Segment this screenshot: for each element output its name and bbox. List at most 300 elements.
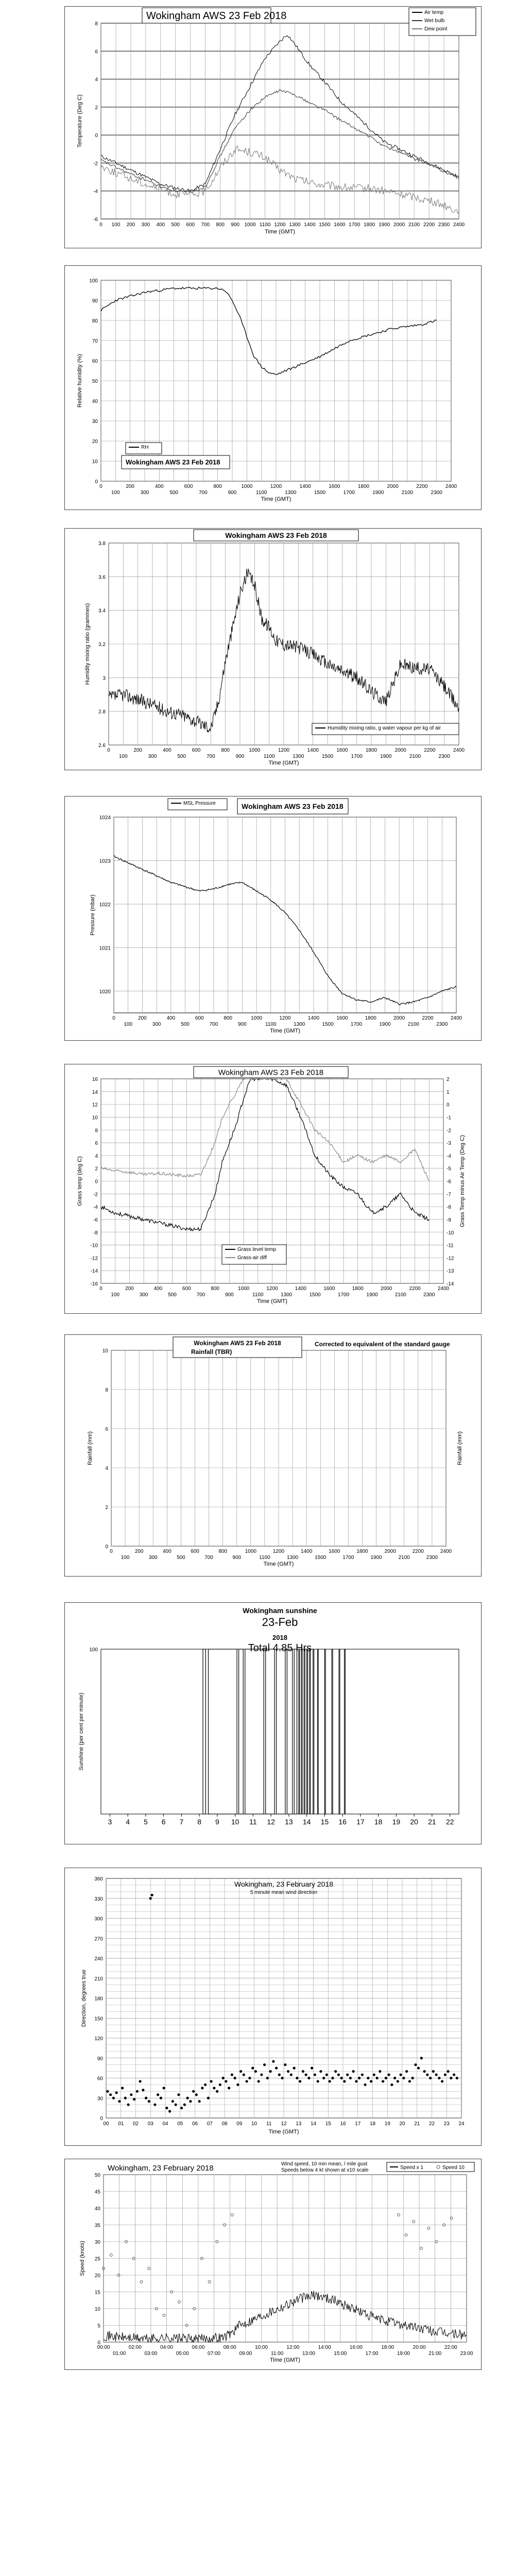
direction-point — [109, 2093, 112, 2096]
x-tick-label: 2200 — [409, 1286, 421, 1292]
y-tick-label-right: -4 — [447, 1153, 451, 1159]
x-tick-label: 2000 — [394, 748, 406, 753]
x-tick-label: 1700 — [343, 490, 355, 496]
x-tick-label: 02 — [132, 2121, 139, 2127]
y-tick-label: -6 — [93, 217, 98, 223]
x-tick-label: 1800 — [365, 748, 377, 753]
x-tick-label: 300 — [152, 1022, 161, 1027]
x-tick-label: 24 — [458, 2121, 465, 2127]
x-tick-label: 600 — [191, 1549, 199, 1554]
direction-point — [441, 2080, 443, 2082]
x-tick-label: 0 — [110, 1549, 113, 1554]
x-tick-label: 08:00 — [223, 2345, 236, 2350]
direction-point — [160, 2097, 162, 2099]
direction-point — [163, 2087, 165, 2089]
y-tick-label: 0 — [100, 2116, 103, 2122]
x-tick-label: 1700 — [350, 1022, 363, 1027]
y-tick-label: 60 — [92, 359, 98, 364]
direction-point — [248, 2077, 251, 2079]
x-tick-label: 1600 — [329, 1549, 340, 1554]
y-tick-label: 10 — [94, 2307, 100, 2312]
y-tick-label: 300 — [94, 1916, 103, 1922]
x-tick-label: 900 — [228, 490, 237, 496]
direction-point — [180, 2107, 183, 2109]
x-tick-label: 300 — [141, 222, 150, 228]
y-tick-label-right: -13 — [447, 1268, 454, 1275]
y-tick-label: -6 — [93, 1217, 98, 1223]
x-axis-label: Time (GMT) — [268, 760, 299, 766]
x-tick-label: 1300 — [286, 1555, 299, 1561]
chart-title: Wokingham AWS 23 Feb 2018 — [218, 1068, 324, 1077]
direction-point — [376, 2077, 379, 2079]
y-tick-label: 10 — [92, 1115, 98, 1121]
direction-point — [456, 2077, 458, 2079]
x-tick-label: 0 — [99, 1286, 102, 1292]
y-tick-label: 90 — [97, 2056, 103, 2062]
y-tick-label: 150 — [94, 2016, 103, 2022]
direction-point — [325, 2073, 328, 2076]
x-tick-label: 21:00 — [428, 2351, 442, 2357]
direction-point — [305, 2073, 307, 2076]
y-tick-label: 10 — [102, 1348, 108, 1354]
x-tick-label: 1000 — [250, 1015, 263, 1021]
chart-subtitle: 5 minute mean wind direction — [250, 1890, 318, 1895]
y-axis-label: Sunshine (per cent per minute) — [78, 1692, 84, 1771]
x-tick-label: 1700 — [349, 222, 360, 228]
chart-subtitle: 23-Feb — [262, 1616, 298, 1629]
x-tick-label: 400 — [156, 222, 165, 228]
direction-point — [260, 2073, 263, 2076]
direction-point — [177, 2093, 180, 2096]
y-tick-label: 360 — [94, 1876, 103, 1882]
chart-annotation: Corrected to equivalent of the standard gauge — [315, 1341, 450, 1348]
x-tick-label: 400 — [162, 1549, 171, 1554]
y-tick-label-right: -8 — [447, 1205, 451, 1211]
x-tick-label: 12 — [281, 2121, 287, 2127]
y-tick-label: -2 — [93, 1192, 98, 1198]
direction-point — [361, 2073, 364, 2076]
x-tick-label: 1000 — [249, 748, 261, 753]
x-tick-label: 1300 — [289, 222, 301, 228]
direction-point — [153, 2104, 156, 2106]
x-tick-label: 800 — [213, 484, 222, 489]
x-tick-label: 700 — [204, 1555, 213, 1561]
x-tick-label: 700 — [209, 1022, 218, 1027]
direction-point — [343, 2080, 346, 2082]
y-tick-label: 3.6 — [98, 574, 106, 581]
x-tick-label: 100 — [111, 490, 120, 496]
direction-point — [373, 2073, 375, 2076]
direction-point — [207, 2097, 210, 2099]
x-tick-label: 500 — [171, 222, 180, 228]
direction-point — [393, 2077, 396, 2079]
wind-speed-chart — [64, 2159, 482, 2370]
x-tick-label: 1600 — [323, 1286, 335, 1292]
x-tick-label: 1100 — [259, 222, 271, 228]
direction-point — [236, 2083, 239, 2086]
legend-label: Wet bulb — [424, 18, 445, 24]
x-tick-label: 03 — [147, 2121, 153, 2127]
x-tick-label: 2300 — [438, 222, 450, 228]
x-axis-label: Time (GMT) — [270, 1028, 300, 1034]
y-tick-label: 8 — [95, 1128, 98, 1134]
direction-point — [402, 2077, 405, 2079]
x-tick-label: 1900 — [370, 1555, 382, 1561]
chart-title: Wokingham, 23 February 2018 — [108, 2164, 214, 2173]
x-tick-label: 400 — [153, 1286, 163, 1292]
y-tick-label: 5 — [97, 2323, 100, 2329]
y-tick-label-right: 0 — [447, 1102, 450, 1108]
x-tick-label: 1700 — [337, 1292, 350, 1298]
direction-point — [254, 2070, 257, 2073]
y-tick-label: 20 — [94, 2273, 100, 2279]
x-tick-label: 14 — [310, 2121, 317, 2127]
x-tick-label: 3 — [108, 1818, 112, 1826]
chart-total: Total 4.85 Hrs — [248, 1642, 312, 1654]
direction-point — [213, 2087, 215, 2089]
x-tick-label: 1400 — [307, 1015, 320, 1021]
y-axis-label: Grass temp (deg C) — [77, 1156, 83, 1206]
y-tick-label: -10 — [90, 1243, 98, 1249]
x-tick-label: 21 — [428, 1818, 436, 1826]
x-tick-label: 07:00 — [208, 2351, 221, 2357]
direction-point — [317, 2080, 319, 2082]
x-tick-label: 1500 — [315, 1555, 327, 1561]
wind-speed-chart-svg — [65, 2159, 481, 2369]
x-tick-label: 1000 — [244, 222, 256, 228]
y-axis-label: Temperature (Deg C) — [77, 94, 83, 148]
x-tick-label: 2000 — [384, 1549, 396, 1554]
chart-title: Wokingham sunshine — [243, 1606, 317, 1615]
y-tick-label: 330 — [94, 1896, 103, 1902]
y-tick-label: 100 — [89, 1647, 98, 1653]
x-tick-label: 00 — [103, 2121, 109, 2127]
y-tick-label: 0 — [95, 1179, 98, 1185]
x-tick-label: 10 — [251, 2121, 258, 2127]
x-tick-label: 1500 — [321, 754, 334, 759]
y-tick-label: 8 — [105, 1387, 108, 1393]
legend-label: Humidity mixing ratio, g water vapour per kg of air — [328, 725, 441, 731]
direction-point — [275, 2067, 278, 2070]
direction-point — [296, 2077, 298, 2079]
y-tick-label: 1023 — [99, 858, 111, 865]
x-tick-label: 1200 — [274, 222, 286, 228]
x-tick-label: 900 — [231, 222, 239, 228]
x-axis-label: Time (GMT) — [265, 229, 295, 235]
x-tick-label: 06 — [192, 2121, 198, 2127]
x-tick-label: 12:00 — [286, 2345, 300, 2350]
x-tick-label: 08 — [221, 2121, 228, 2127]
y-tick-label: 15 — [94, 2290, 100, 2296]
x-tick-label: 8 — [197, 1818, 202, 1826]
direction-point — [314, 2073, 316, 2076]
y-tick-label: 30 — [94, 2240, 100, 2245]
y-tick-label-right: -11 — [447, 1243, 454, 1249]
x-tick-label: 100 — [118, 754, 128, 759]
direction-point — [400, 2073, 402, 2076]
x-tick-label: 1100 — [255, 490, 267, 496]
x-tick-label: 600 — [192, 748, 201, 753]
x-tick-label: 20 — [410, 1818, 418, 1826]
direction-point — [145, 2097, 147, 2099]
x-tick-label: 2400 — [450, 1015, 462, 1021]
x-tick-label: 300 — [148, 754, 157, 759]
direction-point — [195, 2093, 198, 2096]
y-tick-label: 40 — [94, 2206, 100, 2212]
direction-point — [246, 2080, 248, 2082]
direction-point — [423, 2070, 426, 2073]
x-tick-label: 100 — [121, 1555, 130, 1561]
x-tick-label: 800 — [224, 1015, 233, 1021]
x-tick-label: 2100 — [409, 754, 421, 759]
y-tick-label: 16 — [92, 1077, 98, 1082]
x-tick-label: 22 — [445, 1818, 454, 1826]
pressure-chart — [64, 796, 482, 1041]
x-tick-label: 1500 — [314, 490, 326, 496]
x-tick-label: 2000 — [381, 1286, 392, 1292]
y-tick-label: 3.2 — [98, 642, 106, 648]
chart-title: Wokingham AWS 23 Feb 2018 — [194, 1340, 281, 1347]
x-tick-label: 1900 — [379, 222, 390, 228]
y-axis-label: Direction, degrees true — [81, 1969, 87, 2027]
direction-point — [337, 2073, 340, 2076]
direction-point — [258, 2080, 260, 2082]
y-axis-label: Humidity mixing ratio (grammes) — [84, 603, 91, 685]
legend-label: Speed x 1 — [400, 2165, 424, 2171]
x-tick-label: 1600 — [329, 484, 340, 489]
x-tick-label: 22:00 — [444, 2345, 457, 2350]
y-tick-label: 30 — [97, 2096, 103, 2102]
grass-temp-chart-svg — [65, 1064, 481, 1313]
x-tick-label: 0 — [112, 1015, 115, 1021]
mixing-ratio-chart — [64, 528, 482, 770]
x-tick-label: 23 — [443, 2121, 450, 2127]
direction-point — [269, 2070, 272, 2073]
x-tick-label: 2100 — [394, 1292, 406, 1298]
y-tick-label: 12 — [92, 1102, 98, 1108]
direction-point — [311, 2067, 313, 2070]
x-tick-label: 200 — [138, 1015, 147, 1021]
x-tick-label: 00:00 — [97, 2345, 110, 2350]
direction-point — [432, 2070, 435, 2073]
direction-point — [382, 2080, 384, 2082]
direction-point — [426, 2073, 428, 2076]
x-tick-label: 20 — [399, 2121, 405, 2127]
direction-point — [234, 2077, 236, 2079]
y-tick-label: 0 — [97, 2340, 100, 2346]
direction-point — [453, 2073, 455, 2076]
x-tick-label: 04 — [162, 2121, 168, 2127]
x-tick-label: 11 — [249, 1818, 257, 1826]
x-tick-label: 1200 — [272, 1549, 285, 1554]
x-tick-label: 1500 — [319, 222, 331, 228]
direction-point — [124, 2097, 127, 2099]
direction-point — [444, 2073, 447, 2076]
x-tick-label: 2000 — [387, 484, 399, 489]
x-tick-label: 16 — [338, 1818, 347, 1826]
direction-point — [390, 2083, 393, 2086]
x-tick-label: 1200 — [266, 1286, 278, 1292]
y-tick-label-right: -2 — [447, 1128, 451, 1134]
x-tick-label: 09 — [236, 2121, 243, 2127]
x-tick-label: 13:00 — [302, 2351, 315, 2357]
direction-point — [151, 1894, 153, 1896]
direction-point — [243, 2073, 245, 2076]
x-tick-label: 7 — [179, 1818, 184, 1826]
y-tick-label: 1021 — [99, 945, 111, 952]
y-tick-label: 4 — [105, 1466, 108, 1471]
y-tick-label-right: -1 — [447, 1115, 451, 1121]
x-tick-label: 15 — [325, 2121, 331, 2127]
x-tick-label: 900 — [238, 1022, 247, 1027]
direction-point — [165, 2107, 168, 2109]
x-tick-label: 2200 — [416, 484, 428, 489]
x-tick-label: 0 — [99, 484, 102, 489]
y-tick-label: 3.4 — [98, 608, 106, 614]
x-tick-label: 19 — [384, 2121, 390, 2127]
x-tick-label: 11 — [266, 2121, 272, 2127]
y-tick-label-right: -12 — [447, 1256, 454, 1262]
chart-title: Wokingham, 23 February 2018 — [234, 1880, 333, 1888]
y-tick-label: -8 — [93, 1230, 98, 1236]
y-tick-label: 1020 — [99, 989, 111, 995]
y-tick-label: 2.6 — [98, 743, 106, 749]
x-tick-label: 300 — [139, 1292, 148, 1298]
wind-direction-chart — [64, 1868, 482, 2146]
x-tick-label: 700 — [196, 1292, 205, 1298]
direction-point — [127, 2104, 130, 2106]
x-tick-label: 1600 — [336, 748, 348, 753]
direction-point — [216, 2090, 218, 2093]
x-tick-label: 1700 — [351, 754, 363, 759]
x-tick-label: 1200 — [270, 484, 282, 489]
x-tick-label: 200 — [125, 1286, 134, 1292]
y-tick-label: -14 — [90, 1268, 98, 1275]
x-tick-label: 100 — [111, 1292, 120, 1298]
direction-point — [189, 2100, 192, 2103]
x-tick-label: 300 — [140, 490, 149, 496]
x-tick-label: 800 — [218, 1549, 228, 1554]
x-tick-label: 1000 — [245, 1549, 256, 1554]
legend-label: RH — [141, 445, 149, 450]
direction-point — [171, 2100, 174, 2103]
legend-label: Dew point — [424, 26, 448, 32]
x-tick-label: 700 — [198, 490, 208, 496]
legend-label: MSL Pressure — [183, 801, 216, 806]
legend-label: Air temp — [424, 10, 444, 15]
x-tick-label: 100 — [111, 222, 121, 228]
y-tick-label: 1022 — [99, 902, 111, 908]
y-tick-label: -4 — [93, 1205, 98, 1211]
direction-point — [334, 2070, 337, 2073]
x-tick-label: 2400 — [445, 484, 457, 489]
y-tick-label: 240 — [94, 1956, 103, 1962]
direction-point — [186, 2097, 189, 2099]
x-tick-label: 500 — [177, 754, 186, 759]
direction-point — [307, 2077, 310, 2079]
y-tick-label: 6 — [95, 1141, 98, 1147]
chart-annotation-1: Wind speed, 10 min mean, / mile gust — [281, 2161, 368, 2167]
direction-point — [358, 2077, 360, 2079]
x-tick-label: 1800 — [364, 222, 375, 228]
direction-point — [322, 2077, 325, 2079]
direction-point — [157, 2093, 159, 2096]
x-tick-label: 1000 — [237, 1286, 250, 1292]
x-tick-label: 600 — [186, 222, 195, 228]
direction-point — [287, 2070, 289, 2073]
y-tick-label: 180 — [94, 1996, 103, 2002]
y-tick-label-right: 2 — [447, 1077, 450, 1082]
x-tick-label: 1400 — [299, 484, 311, 489]
direction-point — [210, 2080, 213, 2082]
x-tick-label: 1800 — [365, 1015, 376, 1021]
y-tick-label: 120 — [94, 2036, 103, 2042]
direction-point — [228, 2087, 230, 2089]
x-tick-label: 10:00 — [255, 2345, 268, 2350]
x-tick-label: 600 — [184, 484, 193, 489]
x-tick-label: 6 — [161, 1818, 166, 1826]
direction-point — [329, 2080, 331, 2082]
x-tick-label: 05 — [177, 2121, 183, 2127]
x-tick-label: 500 — [177, 1555, 185, 1561]
humidity-chart-svg — [65, 266, 481, 510]
x-tick-label: 1000 — [241, 484, 253, 489]
y-tick-label-right: -10 — [447, 1230, 454, 1236]
chart-year: 2018 — [272, 1634, 287, 1641]
x-tick-label: 800 — [216, 222, 225, 228]
plot-area — [101, 1649, 459, 1814]
x-tick-label: 23:00 — [460, 2351, 473, 2357]
direction-point — [149, 1897, 152, 1900]
x-tick-label: 18 — [374, 1818, 383, 1826]
x-tick-label: 2400 — [453, 222, 465, 228]
direction-point — [290, 2073, 293, 2076]
direction-point — [388, 2073, 390, 2076]
direction-point — [447, 2070, 450, 2073]
y-tick-label: 30 — [92, 419, 98, 425]
x-tick-label: 14 — [302, 1818, 311, 1826]
direction-point — [414, 2063, 417, 2066]
x-tick-label: 2100 — [401, 490, 414, 496]
legend-label: Speed 10 — [442, 2165, 465, 2171]
x-tick-label: 2300 — [436, 1022, 448, 1027]
sunshine-chart — [64, 1602, 482, 1844]
temperature-chart-svg — [65, 7, 481, 248]
x-tick-label: 06:00 — [192, 2345, 205, 2350]
pressure-chart-svg — [65, 796, 481, 1040]
direction-point — [148, 2100, 150, 2103]
direction-point — [284, 2063, 286, 2066]
y-tick-label: 2 — [105, 1505, 108, 1511]
y-axis-label: Rainfall (mm) — [87, 1431, 93, 1465]
direction-point — [349, 2077, 352, 2079]
x-tick-label: 1500 — [309, 1292, 321, 1298]
y-tick-label: 40 — [92, 399, 98, 404]
direction-point — [319, 2070, 322, 2073]
chart-title: Wokingham AWS 23 Feb 2018 — [225, 531, 327, 540]
direction-point — [355, 2080, 357, 2082]
x-tick-label: 5 — [143, 1818, 148, 1826]
direction-point — [130, 2093, 132, 2096]
x-tick-label: 1800 — [357, 484, 370, 489]
direction-point — [142, 2089, 144, 2091]
y-axis-label: Pressure (mbar) — [90, 894, 96, 936]
x-tick-label: 0 — [107, 748, 110, 753]
y-tick-label: 50 — [94, 2173, 100, 2178]
x-tick-label: 900 — [232, 1555, 242, 1561]
humidity-chart — [64, 265, 482, 510]
y-axis-label-right: Grass Temp minus Air Temp (Deg C) — [459, 1135, 466, 1227]
